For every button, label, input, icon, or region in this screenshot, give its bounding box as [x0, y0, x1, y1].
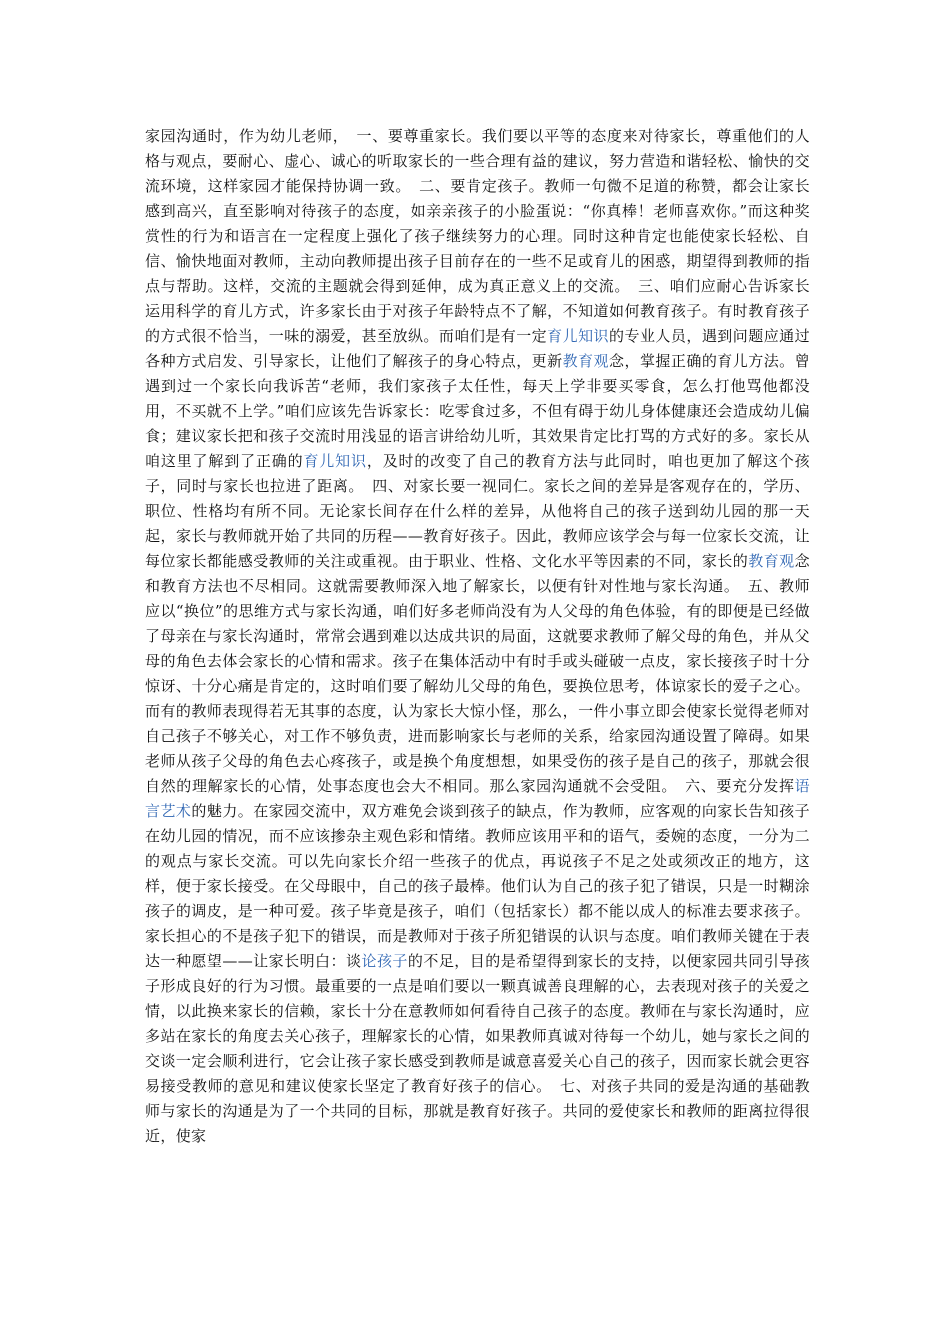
body-paragraph [145, 124, 810, 1149]
text-segment: 念，掌握正确的育儿方法。曾遇到过一个家长向我诉苦“老师，我们家孩子太任性，每天上学非要买零食，怎么打他骂他都没用，不买就不上学。”咱们应该先告诉家长：吃零食过多，不但有碍于幼儿身体健康还会造成幼儿偏食；建议家长把和孩子交流时用浅显的语言讲给幼儿听，其效果肯定比打骂的方式好的多。家长从咱这里了解到了正确的 [145, 352, 810, 470]
document-page [145, 124, 810, 1149]
link-yuyan-yishu[interactable]: 语言艺术 [145, 777, 810, 820]
text-segment: 家园沟通时，作为幼儿老师， 一、要尊重家长。我们要以平等的态度来对待家长，尊重他们的人格与观点，要耐心、虚心、诚心的听取家长的一些合理有益的建议，努力营造和谐轻松、愉快的交流环境，这样家园才能保持协调一致。 二、要肯定孩子。教师一句微不足道的称赞，都会让家长感到高兴，直至影响对待孩子的态度，如亲亲孩子的小脸蛋说：“你真棒！老师喜欢你。”而这种奖赏性的行为和语言在一定程度上强化了孩子继续努力的心理。同时这种肯定也能使家长轻松、自信、愉快地面对教师，主动向教师提出孩子目前存在的一些不足或育儿的困惑，期望得到教师的指点与帮助。这样，交流的主题就会得到延伸，成为真正意义上的交流。 三、咱们应耐心告诉家长运用科学的育儿方式，许多家长由于对孩子年龄特点不了解，不知道如何教育孩子。有时教育孩子的方式很不恰当，一味的溺爱，甚至放纵。而咱们是有一定 [145, 127, 810, 345]
text-segment: 的专业人员，遇到问题应通过各种方式启发、引导家长，让他们了解孩子的身心特点，更新 [145, 327, 810, 370]
link-lun-haizi[interactable]: 论孩子 [361, 952, 408, 970]
link-jiaoyu-guan[interactable]: 教育观 [562, 352, 610, 370]
text-segment: 念和教育方法也不尽相同。这就需要教师深入地了解家长，以便有针对性地与家长沟通。 五、教师应以“换位”的思维方式与家长沟通，咱们好多老师尚没有为人父母的角色体验，有的即便是已经做了母亲在与家长沟通时，常常会遇到难以达成共识的局面，这就要求教师了解父母的角色，并从父母的角色去体会家长的心情和需求。孩子在集体活动中有时手或头碰破一点皮，家长接孩子时十分惊讶、十分心痛是肯定的，这时咱们要了解幼儿父母的角色，要换位思考，体谅家长的爱子之心。而有的教师表现得若无其事的态度，认为家长大惊小怪，那么，一件小事立即会使家长觉得老师对自己孩子不够关心，对工作不够负责，进而影响家长与老师的关系，给家园沟通设置了障碍。如果老师从孩子父母的角色去心疼孩子，或是换个角度想想，如果受伤的孩子是自己的孩子，那就会很自然的理解家长的心情，处事态度也会大不相同。那么家园沟通就不会受阻。 六、要充分发挥 [145, 552, 810, 795]
link-yuer-zhishi[interactable]: 育儿知识 [547, 327, 610, 345]
text-segment: 的魅力。在家园交流中，双方难免会谈到孩子的缺点，作为教师，应客观的向家长告知孩子在幼儿园的情况，而不应该掺杂主观色彩和情绪。教师应该用平和的语气，委婉的态度，一分为二的观点与家长交流。可以先向家长介绍一些孩子的优点，再说孩子不足之处或须改正的地方，这样，便于家长接受。在父母眼中，自己的孩子最棒。他们认为自己的孩子犯了错误，只是一时糊涂孩子的调皮，是一种可爱。孩子毕竟是孩子，咱们（包括家长）都不能以成人的标准去要求孩子。家长担心的不是孩子犯下的错误，而是教师对于孩子所犯错误的认识与态度。咱们教师关键在于表达一种愿望——让家长明白：谈 [145, 802, 810, 970]
text-segment: 的不足，目的是希望得到家长的支持，以便家园共同引导孩子形成良好的行为习惯。最重要的一点是咱们要以一颗真诚善良理解的心，去表现对孩子的关爱之情，以此换来家长的信赖，家长十分在意教师如何看待自己孩子的态度。教师在与家长沟通时，应多站在家长的角度去关心孩子，理解家长的心情，如果教师真诚对待每一个幼儿，她与家长之间的交谈一定会顺利进行，它会让孩子家长感受到教师是诚意喜爱关心自己的孩子，因而家长就会更容易接受教师的意见和建议使家长坚定了教育好孩子的信心。 七、对孩子共同的爱是沟通的基础教师与家长的沟通是为了一个共同的目标，那就是教育好孩子。共同的爱使家长和教师的距离拉得很近，使家 [145, 952, 810, 1145]
text-segment: ，及时的改变了自己的教育方法与此同时，咱也更加了解这个孩子，同时与家长也拉进了距离。 四、对家长要一视同仁。家长之间的差异是客观存在的，学历、职位、性格均有所不同。无论家长间存在什么样的差异，从他将自己的孩子送到幼儿园的那一天起，家长与教师就开始了共同的历程——教育好孩子。因此，教师应该学会与每一位家长交流，让每位家长都能感受教师的关注或重视。由于职业、性格、文化水平等因素的不同，家长的 [145, 452, 810, 570]
link-jiaoyu-guan[interactable]: 教育观 [748, 552, 795, 570]
link-yuer-zhishi[interactable]: 育儿知识 [303, 452, 367, 470]
